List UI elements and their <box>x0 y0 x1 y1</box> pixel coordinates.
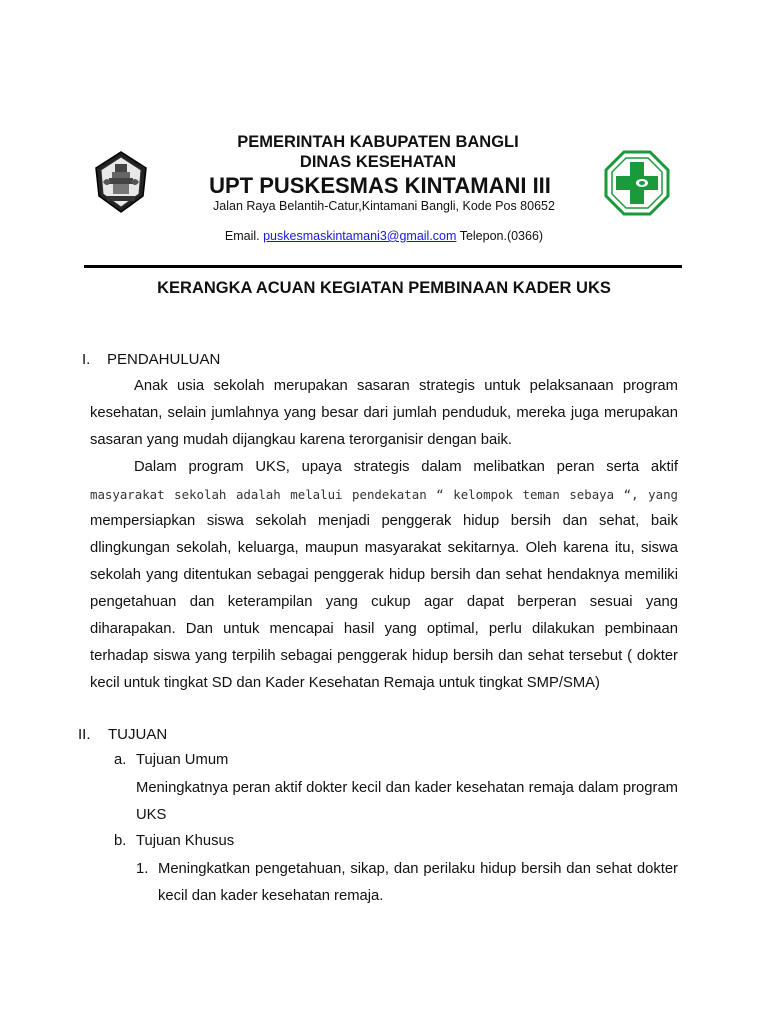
paragraph-line: Meningkatkan pengetahuan, sikap, dan perilaku hidup bersih dan sehat dokter <box>158 861 678 877</box>
paragraph-line: terhadap siswa yang terpilih sebagai penggerak hidup bersih dan sehat tersebut ( dokter <box>90 648 678 664</box>
paragraph-line: masyarakat sekolah adalah melalui pendekatan “ kelompok teman sebaya “, yang <box>90 487 678 502</box>
subsection-b-label: b. <box>114 833 127 849</box>
section-2-number: II. <box>78 726 91 743</box>
paragraph-line: mempersiapkan siswa sekolah menjadi penggerak hidup bersih dan sehat, baik <box>90 513 678 529</box>
email-label: Email. <box>224 229 260 243</box>
header-divider <box>84 265 682 268</box>
paragraph-line: dlingkungan sekolah, keluarga, maupun masyarakat sekitarnya. Oleh karena itu, siswa <box>90 540 678 556</box>
section-1-paragraph-1 <box>90 373 678 454</box>
paragraph-line: Anak usia sekolah merupakan sasaran strategis untuk pelaksanaan program <box>134 378 678 394</box>
list-item-1-text <box>158 856 678 910</box>
paragraph-line: Meningkatnya peran aktif dokter kecil dan kader kesehatan remaja dalam program <box>136 780 678 796</box>
email-link[interactable]: puskesmaskintamani3@gmail.com <box>263 229 457 243</box>
paragraph-line: pengetahuan dan keterampilan yang cukup agar dapat berperan sesuai yang <box>90 594 678 610</box>
paragraph-line: Dalam program UKS, upaya strategis dalam melibatkan peran serta aktif <box>134 459 678 475</box>
paragraph-line: sasaran yang mudah dijangkau karena terorganisir dengan baik. <box>90 432 512 448</box>
header-title: UPT PUSKESMAS KINTAMANI III <box>209 173 551 198</box>
header-address: Jalan Raya Belantih-Catur,Kintamani Bangli, Kode Pos 80652 <box>213 199 555 213</box>
phone-text: Telepon.(0366) <box>459 229 544 243</box>
paragraph-line: kesehatan, selain jumlahnya yang besar dari jumlah penduduk, mereka juga merupakan <box>90 405 678 421</box>
header-government-line: PEMERINTAH KABUPATEN BANGLI <box>237 133 519 151</box>
paragraph-line: diharapakan. Dan untuk mencapai hasil yang optimal, perlu dilakukan pembinaan <box>90 621 678 637</box>
paragraph-line: kecil untuk tingkat SD dan Kader Kesehatan Remaja untuk tingkat SMP/SMA) <box>90 675 600 691</box>
paragraph-line: sekolah yang ditentukan sebagai penggerak hidup bersih dan sehat hendaknya memiliki <box>90 567 678 583</box>
subsection-b-title: Tujuan Khusus <box>136 833 235 849</box>
section-1-number: I. <box>82 351 91 368</box>
section-1-title: PENDAHULUAN <box>107 351 221 368</box>
list-item-1-number: 1. <box>136 861 149 877</box>
section-1-paragraph-2 <box>90 454 678 697</box>
document-title: KERANGKA ACUAN KEGIATAN PEMBINAAN KADER UKS <box>157 279 611 297</box>
subsection-a-title: Tujuan Umum <box>136 752 229 768</box>
section-2-title: TUJUAN <box>108 726 168 743</box>
subsection-a-label: a. <box>114 752 127 768</box>
paragraph-line: kecil dan kader kesehatan remaja. <box>158 888 384 904</box>
header-department-line: DINAS KESEHATAN <box>299 153 457 171</box>
paragraph-line: UKS <box>136 807 167 823</box>
subsection-a-text <box>136 775 678 829</box>
header-contact-line <box>0 229 768 243</box>
